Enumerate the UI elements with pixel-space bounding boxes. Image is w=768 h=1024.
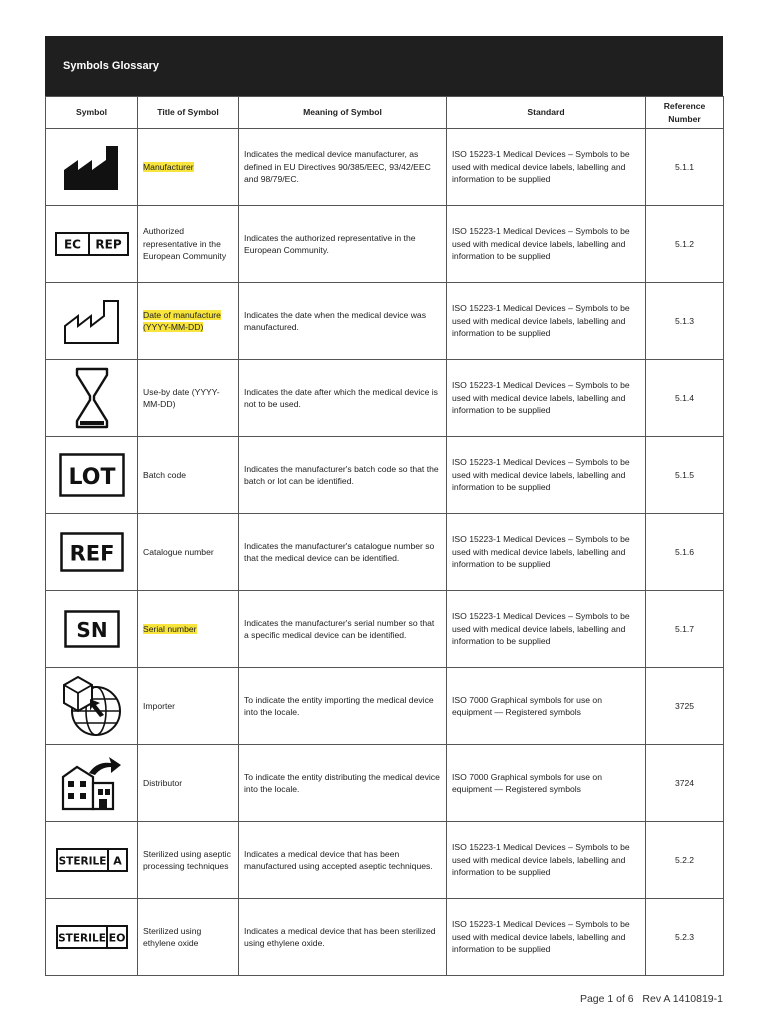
column-header: Title of Symbol	[138, 97, 239, 129]
symbol-title: Catalogue number	[138, 514, 239, 591]
symbol-title: Sterilized using ethylene oxide	[138, 899, 239, 976]
symbol-title: Authorized representative in the European Community	[138, 206, 239, 283]
symbol-cell	[46, 206, 138, 283]
page-footer	[580, 993, 723, 1005]
symbol-cell	[46, 668, 138, 745]
table-row	[46, 591, 724, 668]
revision-number: Rev A 1410819-1	[642, 993, 723, 1005]
column-header: Symbol	[46, 97, 138, 129]
symbol-title: Manufacturer	[138, 129, 239, 206]
reference-number: 5.1.3	[646, 283, 724, 360]
symbol-standard: ISO 15223-1 Medical Devices – Symbols to be used with medical device labels, labelling and information to be supplied	[447, 822, 646, 899]
page-number: Page 1 of 6	[579, 993, 634, 1005]
manufacturer-icon	[62, 142, 122, 192]
column-header: Standard	[447, 97, 646, 129]
symbol-meaning: To indicate the entity importing the medical device into the locale.	[239, 668, 447, 745]
symbol-standard: ISO 7000 Graphical symbols for use on equipment — Registered symbols	[447, 668, 646, 745]
table-row	[46, 129, 724, 206]
symbol-standard: ISO 15223-1 Medical Devices – Symbols to be used with medical device labels, labelling and information to be supplied	[447, 206, 646, 283]
symbol-standard: ISO 15223-1 Medical Devices – Symbols to be used with medical device labels, labelling and information to be supplied	[447, 129, 646, 206]
reference-number: 3725	[646, 668, 724, 745]
table-row	[46, 822, 724, 899]
symbol-standard: ISO 15223-1 Medical Devices – Symbols to be used with medical device labels, labelling and information to be supplied	[447, 514, 646, 591]
reference-number: 5.1.4	[646, 360, 724, 437]
column-header: Reference Number	[646, 97, 724, 129]
symbol-standard: ISO 15223-1 Medical Devices – Symbols to be used with medical device labels, labelling and information to be supplied	[447, 437, 646, 514]
reference-number: 5.2.2	[646, 822, 724, 899]
symbol-meaning: Indicates the manufacturer's catalogue number so that the medical device can be identified.	[239, 514, 447, 591]
svg-text:STERILE: STERILE	[57, 932, 106, 945]
svg-text:STERILE: STERILE	[58, 855, 106, 868]
symbol-cell	[46, 514, 138, 591]
symbol-standard: ISO 15223-1 Medical Devices – Symbols to be used with medical device labels, labelling and information to be supplied	[447, 899, 646, 976]
svg-text:EC: EC	[63, 237, 81, 252]
symbol-title: Serial number	[138, 591, 239, 668]
symbol-meaning: Indicates the date when the medical device was manufactured.	[239, 283, 447, 360]
symbol-standard: ISO 15223-1 Medical Devices – Symbols to be used with medical device labels, labelling and information to be supplied	[447, 360, 646, 437]
page-title: Symbols Glossary	[63, 60, 159, 72]
reference-number: 5.1.6	[646, 514, 724, 591]
importer-icon	[60, 673, 124, 739]
symbol-title: Date of manufacture (YYYY-MM-DD)	[138, 283, 239, 360]
table-row	[46, 745, 724, 822]
symbol-cell	[46, 437, 138, 514]
symbol-meaning: Indicates the medical device manufacturer, as defined in EU Directives 90/385/EEC, 93/42/EEC and 98/79/EC.	[239, 129, 447, 206]
symbol-title: Use-by date (YYYY-MM-DD)	[138, 360, 239, 437]
symbol-title: Batch code	[138, 437, 239, 514]
symbol-meaning: Indicates a medical device that has been sterilized using ethylene oxide.	[239, 899, 447, 976]
table-row	[46, 283, 724, 360]
symbol-cell	[46, 591, 138, 668]
svg-text:SN: SN	[75, 618, 108, 642]
table-row	[46, 899, 724, 976]
distributor-icon	[59, 753, 125, 813]
symbol-cell	[46, 899, 138, 976]
sn-icon	[64, 610, 120, 648]
table-row	[46, 437, 724, 514]
symbol-cell	[46, 283, 138, 360]
symbol-title: Distributor	[138, 745, 239, 822]
symbol-title: Sterilized using aseptic processing techniques	[138, 822, 239, 899]
symbol-cell	[46, 745, 138, 822]
table-header-row	[46, 97, 724, 129]
symbol-standard: ISO 7000 Graphical symbols for use on equipment — Registered symbols	[447, 745, 646, 822]
table-row	[46, 206, 724, 283]
svg-text:A: A	[112, 854, 122, 868]
symbols-table	[45, 96, 724, 976]
sterile-a-icon	[56, 848, 128, 872]
symbol-standard: ISO 15223-1 Medical Devices – Symbols to be used with medical device labels, labelling and information to be supplied	[447, 591, 646, 668]
reference-number: 5.1.1	[646, 129, 724, 206]
ref-icon	[60, 532, 124, 572]
lot-icon	[59, 453, 125, 497]
symbol-cell	[46, 129, 138, 206]
symbol-meaning: Indicates a medical device that has been manufactured using accepted aseptic techniques.	[239, 822, 447, 899]
sterile-eo-icon	[56, 925, 128, 949]
symbol-title: Importer	[138, 668, 239, 745]
symbol-cell	[46, 360, 138, 437]
glossary-header	[45, 36, 723, 96]
symbol-meaning: Indicates the authorized representative in the European Community.	[239, 206, 447, 283]
hourglass-icon	[72, 367, 112, 429]
table-row	[46, 668, 724, 745]
reference-number: 5.2.3	[646, 899, 724, 976]
symbol-standard: ISO 15223-1 Medical Devices – Symbols to be used with medical device labels, labelling and information to be supplied	[447, 283, 646, 360]
table-row	[46, 514, 724, 591]
reference-number: 3724	[646, 745, 724, 822]
symbol-meaning: Indicates the manufacturer's batch code so that the batch or lot can be identified.	[239, 437, 447, 514]
svg-text:EO: EO	[108, 931, 125, 945]
symbol-meaning: Indicates the date after which the medical device is not to be used.	[239, 360, 447, 437]
symbol-cell	[46, 822, 138, 899]
reference-number: 5.1.7	[646, 591, 724, 668]
svg-text:REP: REP	[94, 237, 122, 252]
symbol-meaning: Indicates the manufacturer's serial number so that a specific medical device can be identified.	[239, 591, 447, 668]
column-header: Meaning of Symbol	[239, 97, 447, 129]
ec-rep-icon	[55, 232, 129, 256]
reference-number: 5.1.5	[646, 437, 724, 514]
table-row	[46, 360, 724, 437]
symbol-meaning: To indicate the entity distributing the medical device into the locale.	[239, 745, 447, 822]
reference-number: 5.1.2	[646, 206, 724, 283]
date-of-manufacture-icon	[62, 296, 122, 346]
svg-text:REF: REF	[69, 541, 114, 566]
svg-text:LOT: LOT	[68, 465, 115, 490]
